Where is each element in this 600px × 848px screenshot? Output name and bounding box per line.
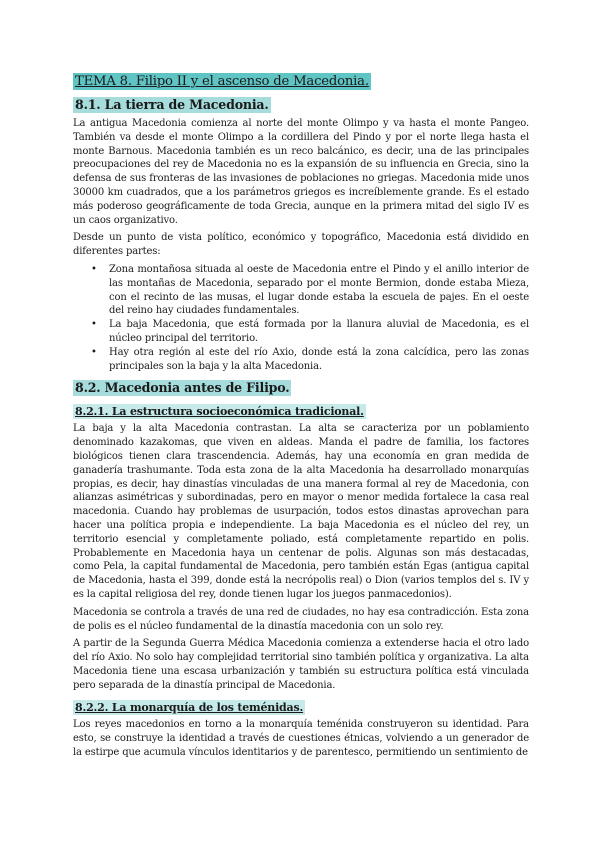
- paragraph: Desde un punto de vista político, económico y topográfico, Macedonia está dividido en diferentes partes:: [73, 232, 529, 258]
- document-content: [73, 70, 529, 764]
- paragraph: A partir de la Segunda Guerra Médica Macedonia comienza a extenderse hacia el otro lado del río Axio. No solo hay complejidad territorial sino también política y organizativa. La alta Macedonia tiene una escasa urbanización y también su estructura política está vinculada pero separada de la dinastía principal de Macedonia.: [73, 638, 529, 691]
- list-item-text: La baja Macedonia, que está formada por la llanura aluvial de Macedonia, es el núcleo principal del territorio.: [109, 319, 529, 344]
- bullet-list: [73, 263, 529, 373]
- paragraph: Macedonia se controla a través de una red de ciudades, no hay esa contradicción. Esta zona de polis es el núcleo fundamental de la dinastía macedonia con un solo rey.: [73, 606, 529, 632]
- section-8-2-1-heading: 8.2.1. La estructura socioeconómica tradicional.: [75, 405, 364, 419]
- page-title: TEMA 8. Filipo II y el ascenso de Macedonia.: [75, 74, 369, 89]
- paragraph: La antigua Macedonia comienza al norte del monte Olimpo y va hasta el monte Pangeo. También va desde el monte Olimpo a la cordillera del Pindo y por el norte llega hasta el monte Barnous. Macedonia también es un reco balcánico, es decir, una de las principales preocupaciones del rey de Macedonia no es la expansión de su influencia en Grecia, sino la defensa de sus fronteras de las invasiones de poblaciones no griegas. Macedonia mide unos 30000 km cuadrados, que a los parámetros griegos es increíblemente grande. Es el estado más poderoso geográficamente de toda Grecia, aunque en la primera mitad del siglo IV es un caos organizativo.: [73, 118, 529, 226]
- list-item: [91, 318, 529, 346]
- list-item: [91, 263, 529, 318]
- section-8-2-heading: 8.2. Macedonia antes de Filipo.: [75, 380, 290, 396]
- paragraph: Los reyes macedonios en torno a la monarquía teménida construyeron su identidad. Para esto, se construye la identidad a través de cuestiones étnicas, volviendo a un generador de la estirpe que acumula vínculos identitarios y de parentesco, permitiendo un sentimiento de: [73, 719, 529, 759]
- list-item-text: Zona montañosa situada al oeste de Macedonia entre el Pindo y el anillo interior de las montañas de Macedonia, separado por el monte Bermion, donde estaba Mieza, con el recinto de las musas, el lugar donde estaba la escuela de pajes. En el oeste del reino hay ciudades fundamentales.: [109, 263, 529, 317]
- bullet-icon: •: [91, 346, 97, 358]
- section-8-1-heading: 8.1. La tierra de Macedonia.: [75, 97, 269, 112]
- section-8-2-2-heading: 8.2.2. La monarquía de los teménidas.: [75, 701, 304, 715]
- list-item: [91, 346, 529, 374]
- paragraph: La baja y la alta Macedonia contrastan. La alta se caracteriza por un poblamiento denominado kazakomas, que viven en aldeas. Manda el padre de familia, los factores biológicos tienen clara trascendencia. Además, hay una economía en gran medida de ganadería trashumante. Toda esta zona de la alta Macedonia ha desarrollado monarquías propias, es decir, hay dinastías vinculadas de una manera formal al rey de Macedonia, con alianzas asimétricas y subordinadas, pero en mayor o menor medida fortalece la casa real macedonia. Cuando hay problemas de usurpación, todos estos dinastas aprovechan para hacer una política propia e independiente. La baja Macedonia es el núcleo del rey, un territorio esencial y completamente poliado, está completamente repartido en polis. Probablemente en Macedonia haya un centenar de polis. Algunas son más destacadas, como Pela, la capital fundamental de Macedonia, pero también están Egas (antigua capital de Macedonia, hasta el 399, donde está la necrópolis real) o Dion (varios templos del s. IV y es la capital religiosa del rey, donde tienen lugar los juegos panmacedonios).: [73, 423, 529, 600]
- bullet-icon: •: [91, 263, 97, 275]
- list-item-text: Hay otra región al este del río Axio, donde está la zona calcídica, pero las zonas principales son la baja y la alta Macedonia.: [109, 346, 529, 372]
- bullet-icon: •: [91, 319, 97, 331]
